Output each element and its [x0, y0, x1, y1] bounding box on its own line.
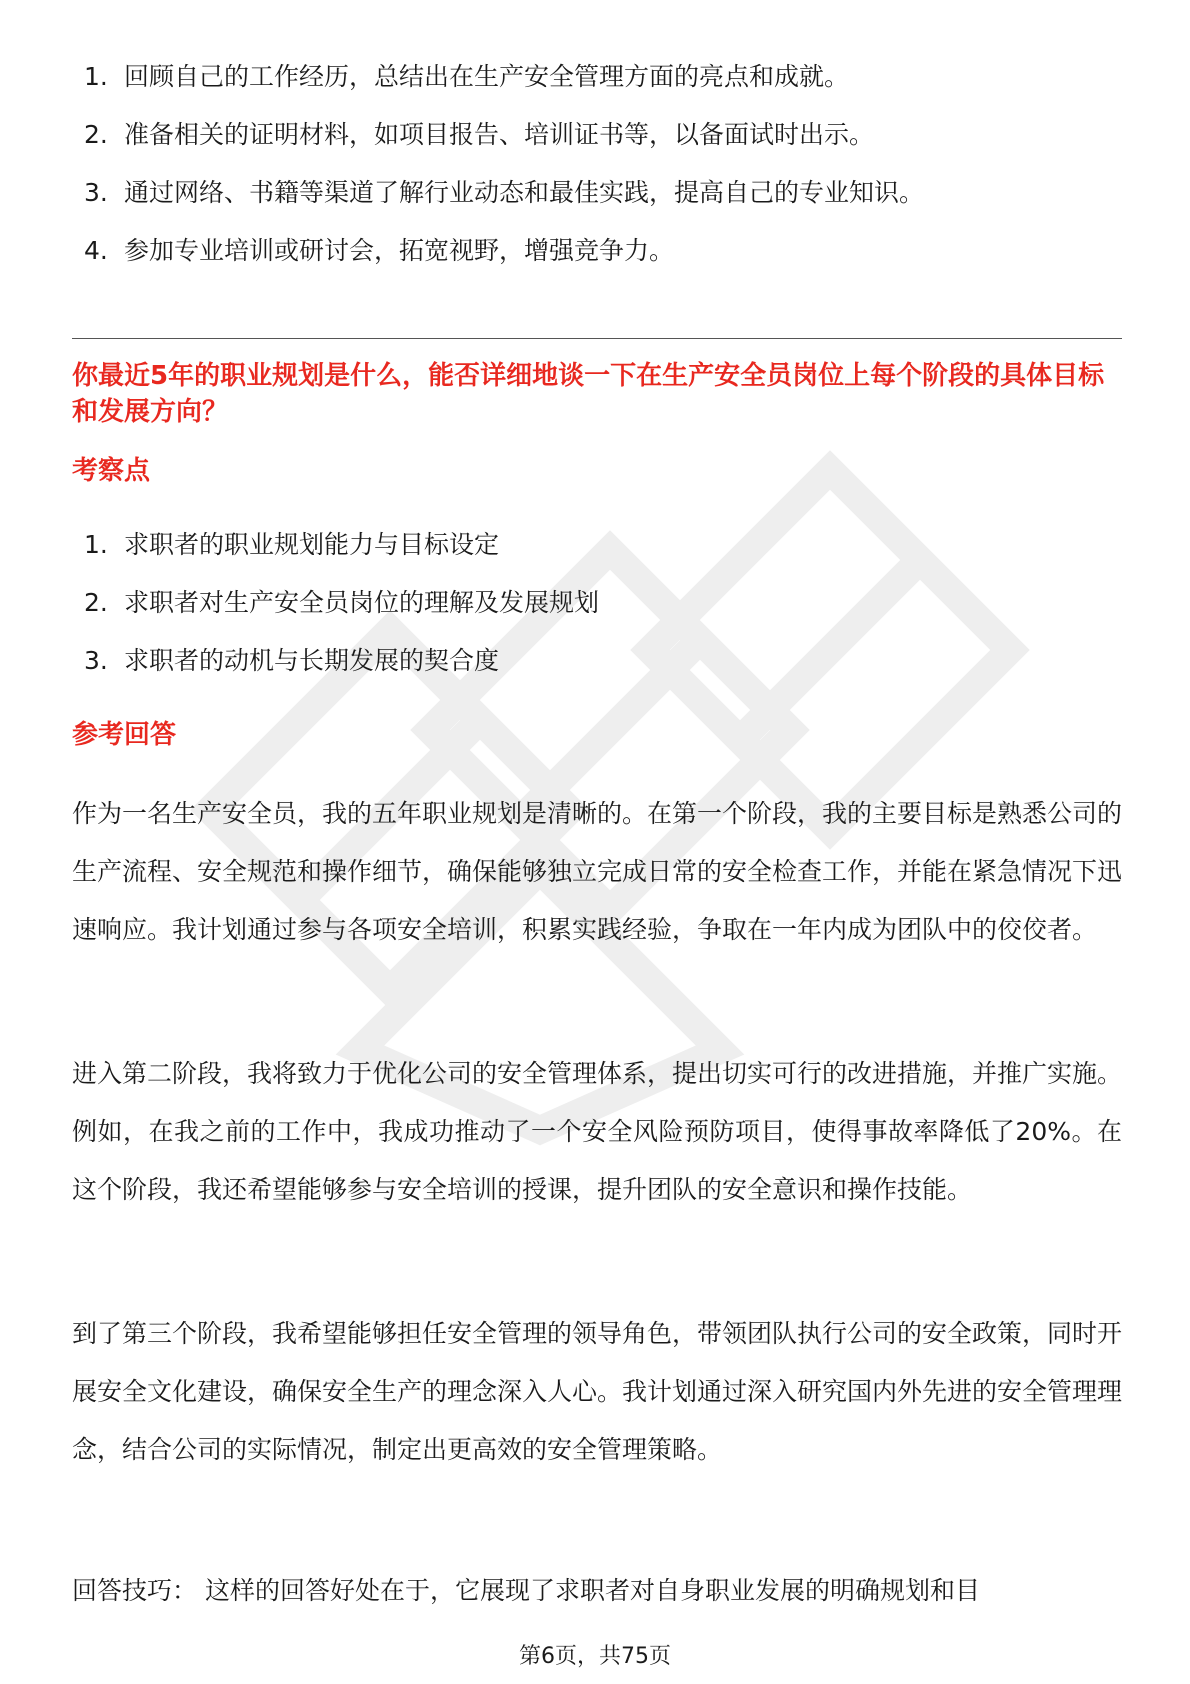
list-item: 1. 回顾自己的工作经历，总结出在生产安全管理方面的亮点和成就。 — [84, 62, 850, 91]
list-item: 1. 求职者的职业规划能力与目标设定 — [84, 530, 500, 559]
answer-paragraph: 到了第三个阶段，我希望能够担任安全管理的领导角色，带领团队执行公司的安全政策，同时开展安全文化建设，确保安全生产的理念深入人心。我计划通过深入研究国内外先进的安全管理理念，结合公司的实际情况，制定出更高效的安全管理策略。 — [72, 1319, 1123, 1464]
answer-tip: 回答技巧： 这样的回答好处在于，它展现了求职者对自身职业发展的明确规划和目 — [72, 1576, 980, 1605]
section-divider — [72, 338, 1122, 339]
list-item: 2. 准备相关的证明材料，如项目报告、培训证书等，以备面试时出示。 — [84, 120, 875, 149]
page-number-footer: 第6页，共75页 — [519, 1644, 671, 1669]
assessment-points-list — [72, 528, 599, 702]
assessment-points-heading: 考察点 — [72, 456, 151, 486]
reference-answer-heading: 参考回答 — [72, 720, 177, 750]
list-item: 2. 求职者对生产安全员岗位的理解及发展规划 — [84, 588, 600, 617]
interview-question: 你最近5年的职业规划是什么，能否详细地谈一下在生产安全员岗位上每个阶段的具体目标和发展方向？ — [72, 361, 1105, 427]
preparation-list — [72, 60, 924, 292]
answer-paragraph: 进入第二阶段，我将致力于优化公司的安全管理体系，提出切实可行的改进措施，并推广实施。例如，在我之前的工作中，我成功推动了一个安全风险预防项目，使得事故率降低了20%。在这个阶段，我还希望能够参与安全培训的授课，提升团队的安全意识和操作技能。 — [72, 1059, 1123, 1204]
list-item: 3. 求职者的动机与长期发展的契合度 — [84, 646, 500, 675]
list-item: 4. 参加专业培训或研讨会，拓宽视野，增强竞争力。 — [84, 236, 675, 265]
answer-paragraph: 作为一名生产安全员，我的五年职业规划是清晰的。在第一个阶段，我的主要目标是熟悉公司的生产流程、安全规范和操作细节，确保能够独立完成日常的安全检查工作，并能在紧急情况下迅速响应。我计划通过参与各项安全培训，积累实践经验，争取在一年内成为团队中的佼佼者。 — [72, 799, 1123, 944]
list-item: 3. 通过网络、书籍等渠道了解行业动态和最佳实践，提高自己的专业知识。 — [84, 178, 925, 207]
